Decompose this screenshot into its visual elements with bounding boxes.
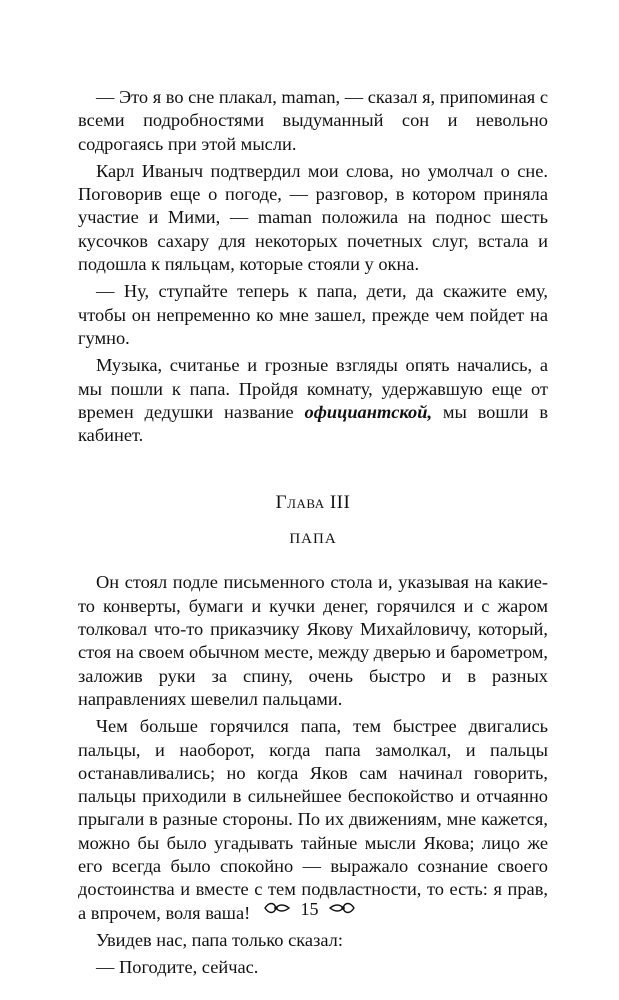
chapter-heading	[78, 491, 548, 549]
chapter-title: Глава III	[275, 492, 351, 514]
page-footer	[0, 896, 619, 920]
ornament-left-icon	[264, 898, 290, 920]
paragraph-1: — Это я во сне плакал, maman, — сказал я, припоминая с всеми подробностями выдуманный сон и невольно содрогаясь при этой мысли.	[78, 87, 549, 154]
paragraph-2: Карл Иваныч подтвердил мои слова, но умолчал о сне. Поговорив еще о погоде, — разговор, в котором приняла участие и Мими, — maman положила на поднос шесть кусочков сахару для некоторых почетных слуг, встала и подошла к пяльцам, которые стояли у окна.	[78, 160, 548, 275]
paragraph-4	[78, 354, 548, 447]
paragraph-7: Увидев нас, папа только сказал:	[96, 929, 343, 950]
page-number: 15	[300, 898, 319, 919]
paragraph-6: Чем больше горячился папа, тем быстрее двигались пальцы, и наоборот, когда папа замолкал, и пальцы останавливались; но когда Яков сам начинал говорить, пальцы приходили в сильнейшее беспокойство и отчаянно прыгали в разные стороны. По их движениям, мне кажется, можно бы было угадывать тайные мысли Якова; лицо же его всегда было спокойно — выражало сознание своего достоинства и вместе с тем подвластности, то есть: я прав, а впрочем, воля ваша!	[78, 716, 548, 923]
paragraph-4-emphasis: официантской,	[304, 401, 433, 422]
paragraph-5: Он стоял подле письменного стола и, указывая на какие-то конверты, бумаги и кучки денег, горячился и с жаром толковал что-то приказчику Якову Михайловичу, который, стоя на своем обычном месте, между дверью и барометром, заложив руки за спину, очень быстро и в разных направлениях шевелил пальцами.	[78, 572, 548, 709]
paragraph-8: — Погодите, сейчас.	[96, 957, 259, 978]
paragraph-3: — Ну, ступайте теперь к папа, дети, да скажите ему, чтобы он непременно ко мне зашел, прежде чем пойдет на гумно.	[78, 281, 548, 348]
chapter-subtitle: ПАПА	[289, 531, 337, 548]
paragraph-4-text-after: мы вошли в кабинет.	[78, 401, 548, 446]
ornament-right-icon	[329, 898, 355, 920]
paragraph-4-text-before: Музыка, считанье и грозные взгляды опять начались, а мы пошли к папа. Пройдя комнату, удержавшую еще от времен дедушки название	[78, 355, 548, 422]
page-body	[78, 86, 548, 984]
